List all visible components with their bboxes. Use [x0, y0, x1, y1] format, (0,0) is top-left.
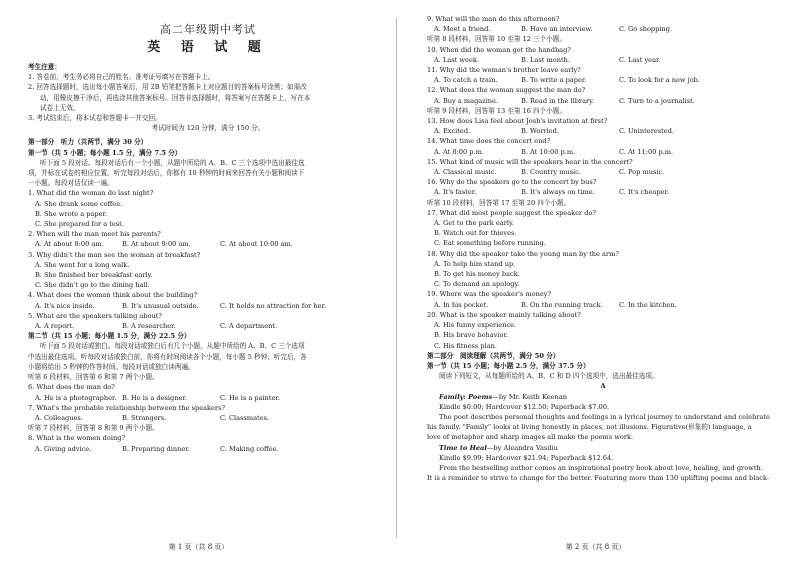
question-10: 10. When did the woman get the handbag? — [427, 45, 571, 54]
option: C. His fitness plan. — [434, 341, 498, 350]
book-author: —by Aleandra Vasiliu — [486, 443, 558, 452]
instructions: 阅读下列短文，从每题所给的 A、B、C 和 D 四个选项中，选出最佳选项。 — [439, 372, 659, 381]
notice-line: 试卷上无效。 — [40, 103, 80, 112]
option: B. It's unusual outside. — [122, 301, 199, 310]
option: A. At 8:00 p.m. — [434, 147, 484, 156]
question-2: 2. When will the man meet his parents? — [28, 230, 161, 239]
book-description: his family. "Family" looks at living honestly in places, not illusions. Figurative(形象的) language, a — [427, 423, 752, 432]
material-note: 听第 8 段材料，回答第 10 至第 12 三个小题。 — [427, 35, 567, 44]
question-11: 11. Why did the woman's brother leave early? — [427, 66, 581, 75]
option-row — [427, 167, 779, 177]
option: A. It's faster. — [434, 188, 477, 197]
option: A. Classical music. — [434, 168, 497, 177]
question-7: 7. What's the probable relationship between the speakers? — [28, 403, 225, 412]
option: B. She wrote a paper. — [35, 209, 108, 218]
option: B. On the running track. — [521, 300, 603, 309]
option-row — [427, 126, 779, 136]
instructions: 一小题。每段对话仅读一遍。 — [28, 179, 114, 188]
page-1-content — [28, 14, 388, 454]
instructions: 听下面 5 段对话。每段对话后有一个小题，从题中所给的 A、B、C 三个选项中选出最佳选 — [40, 158, 305, 167]
option: B. Country music. — [521, 168, 581, 177]
option: B. To write a paper. — [521, 76, 587, 85]
option: B. To get his money back. — [434, 270, 520, 279]
option: B. His brave behavior. — [434, 331, 509, 340]
notice-line: 1. 答卷前，考生务必将自己的姓名、准考证号填写在答题卡上。 — [28, 73, 215, 82]
page-2-content — [427, 14, 779, 483]
option: A. It's nice inside. — [35, 301, 95, 310]
book-prices: Kindle $9.99; Hardcover $21.94; Paperback $12.64. — [439, 453, 614, 462]
book-description: love of metaphor and sharp images all make the poems work. — [427, 433, 634, 442]
option: A. Meet a friend. — [434, 25, 491, 34]
material-note: 听第 7 段材料，回答第 8 和第 9 两个小题。 — [28, 424, 159, 433]
option: B. He is a designer. — [122, 393, 187, 402]
part-heading: 第二部分 阅读理解（共两节，满分 50 分） — [427, 351, 560, 360]
option: A. Buy a magazine. — [434, 96, 499, 105]
question-9: 9. What will the man do this afternoon? — [427, 15, 560, 23]
option: C. Last year. — [619, 55, 661, 64]
option: B. She finished her breakfast early. — [35, 271, 153, 280]
option: B. Worried. — [521, 127, 559, 136]
option: C. In the kitchen. — [619, 300, 677, 309]
option: C. She didn't go to the dining hall. — [35, 281, 150, 290]
question-17: 17. What did most people suggest the speaker do? — [427, 208, 597, 217]
option-row — [28, 393, 388, 403]
option: A. Giving advice. — [35, 444, 92, 453]
option: C. He is a painter. — [220, 393, 280, 402]
book-entry — [427, 392, 779, 402]
book-description: The poet describes personal thoughts and feelings in a lyrical journey to understand and celebrate — [439, 412, 770, 421]
option-row — [427, 187, 779, 197]
exam-time: 考试时间为 120 分钟，满分 150 分。 — [151, 124, 265, 133]
option: A. She went for a long walk. — [35, 260, 130, 269]
exam-title: 高二年级期中考试 — [160, 23, 256, 36]
material-note: 听第 6 段材料，回答第 6 和第 7 两个小题。 — [28, 373, 159, 382]
option: C. Eat something before running. — [434, 239, 546, 248]
option: A. At about 8:00 am. — [35, 240, 104, 249]
option: C. Making coffee. — [220, 444, 279, 453]
option: C. A department. — [220, 322, 278, 331]
question-18: 18. Why did the speaker take the young man by the arm? — [427, 249, 619, 258]
option: A. A report. — [35, 322, 74, 331]
section-heading: 第一节（共 5 小题；每小题 1.5 分，满分 7.5 分） — [28, 148, 182, 157]
option: B. Read in the library. — [521, 96, 595, 105]
notice-heading: 考生注意： — [28, 63, 61, 71]
passage-letter: A — [600, 382, 606, 391]
option: C. It holds no attraction for her. — [220, 301, 327, 310]
book-title: Family: Poems — [439, 392, 493, 401]
option: B. Last month. — [521, 55, 570, 64]
part-heading: 第一部分 听力（共两节，满分 30 分） — [28, 138, 148, 147]
option-row — [28, 444, 388, 454]
book-description: From the bestselling author comes an inspirational poetry book about love, healing, and growth. — [439, 463, 763, 472]
option: B. At about 9:00 am. — [122, 240, 191, 249]
option: B. Preparing dinner. — [122, 444, 190, 453]
option: C. It's cheaper. — [619, 188, 669, 197]
instructions: 小题将给出 5 秒钟的作答时间。每段对话或独白读两遍。 — [28, 362, 195, 371]
option-row — [28, 321, 388, 331]
notice-line: 3. 考试结束后，将本试卷和答题卡一并交回。 — [28, 114, 162, 123]
question-12: 12. What does the woman suggest the man do? — [427, 86, 586, 95]
notice-line: 动，用橡皮擦干净后，再选涂其他答案标号。回答非选择题时，将答案写在答题卡上，写在本 — [40, 93, 311, 102]
option: A. He is a photographer. — [35, 393, 117, 402]
page-2 — [397, 0, 794, 562]
option: C. At about 10:00 am. — [220, 240, 293, 249]
option: A. In his pocket. — [434, 300, 489, 309]
book-entry — [427, 443, 779, 453]
material-note: 听第 10 段材料，回答第 17 至第 20 四个小题。 — [427, 198, 571, 207]
instructions: 中选出最佳选项。听每段对话或独白前，你将有时间阅读各个小题，每小题 5 秒钟；听完后，各 — [28, 352, 307, 361]
question-5: 5. What are the speakers talking about? — [28, 311, 162, 320]
question-15: 15. What kind of music will the speakers hear in the concert? — [427, 157, 633, 166]
option: C. At 11:00 p.m. — [619, 147, 674, 156]
book-prices: Kindle $0.00; Hardcover $12.50; Paperback $7.00. — [439, 402, 610, 411]
option-row — [427, 55, 779, 65]
option: B. At 10:00 p.m. — [521, 147, 576, 156]
option: A. His funny experience. — [434, 321, 517, 330]
option: C. To look for a new job. — [619, 76, 700, 85]
question-3: 3. Why didn't the man see the woman at breakfast? — [28, 250, 201, 259]
option-row — [28, 301, 388, 311]
instructions: 听下面 5 段对话或独白。每段对话或独白后有几个小题，从题中所给的 A、B、C 三个选项 — [40, 342, 305, 351]
book-author: —by Mr. Keith Keenan — [492, 392, 567, 401]
option: C. To demand an apology. — [434, 280, 520, 289]
page-footer: 第 2 页（共 8 页） — [565, 542, 626, 551]
book-description: It is a reminder to strive to change for the better. Featuring more than 130 uplifting poems and black- — [427, 474, 770, 483]
option: C. Classmates. — [220, 413, 270, 422]
option: C. Uninterested. — [619, 127, 675, 136]
option: B. A researcher. — [122, 322, 176, 331]
option: B. It's always on time. — [521, 188, 595, 197]
option: C. Pop music. — [619, 168, 665, 177]
option: A. Last week. — [434, 55, 479, 64]
option: C. Go shopping. — [619, 25, 673, 34]
instructions: 项，并标在试卷的相应位置。听完每段对话后，你都有 10 秒钟的时间来回答有关小题和阅读下 — [28, 169, 305, 178]
option-row — [427, 300, 779, 310]
section-heading: 第二节（共 15 小题；每小题 1.5 分，满分 22.5 分） — [28, 332, 191, 341]
option: A. Colleagues. — [35, 413, 83, 422]
option: C. She prepared for a test. — [35, 220, 124, 229]
question-20: 20. What is the speaker mainly talking about? — [427, 310, 581, 319]
question-19: 19. Where was the speaker's money? — [427, 290, 552, 299]
option-row — [427, 147, 779, 157]
notice-line: 2. 回答选择题时，选出每小题答案后，用 2B 铅笔把答题卡上对应题目的答案标号涂黑；如需改 — [28, 83, 307, 92]
option-row — [28, 413, 388, 423]
option: B. Strangers. — [122, 413, 167, 422]
book-title: Time to Heal — [439, 443, 487, 452]
question-14: 14. What time does the concert end? — [427, 137, 551, 146]
option: A. Excited. — [434, 127, 471, 136]
option: A. Get to the park early. — [434, 219, 514, 228]
option: A. To help him stand up. — [434, 259, 516, 268]
subject-title: 英 语 试 题 — [147, 40, 269, 55]
material-note: 听第 9 段材料，回答第 13 至第 16 四个小题。 — [427, 106, 567, 115]
option-row — [427, 75, 779, 85]
question-1: 1. What did the woman do last night? — [28, 189, 154, 198]
question-4: 4. What does the woman think about the building? — [28, 291, 198, 300]
question-6: 6. What does the man do? — [28, 383, 115, 392]
question-8: 8. What is the women doing? — [28, 434, 125, 443]
option-row — [427, 96, 779, 106]
option: A. She drank some coffee. — [35, 199, 123, 208]
option-row — [28, 239, 388, 249]
page-footer: 第 1 页（共 8 页） — [168, 542, 229, 551]
option: A. To catch a train. — [434, 76, 498, 85]
option: C. Turn to a journalist. — [619, 96, 695, 105]
option: B. Watch out for thieves. — [434, 229, 517, 238]
option: B. Have an interview. — [521, 25, 593, 34]
question-16: 16. Why do the speakers go to the concert by bus? — [427, 178, 597, 187]
option-row — [427, 24, 779, 34]
question-13: 13. How does Lisa feel about Josh's invitation at first? — [427, 117, 608, 126]
section-heading: 第一节（共 15 小题；每小题 2.5 分，满分 37.5 分） — [427, 361, 590, 370]
